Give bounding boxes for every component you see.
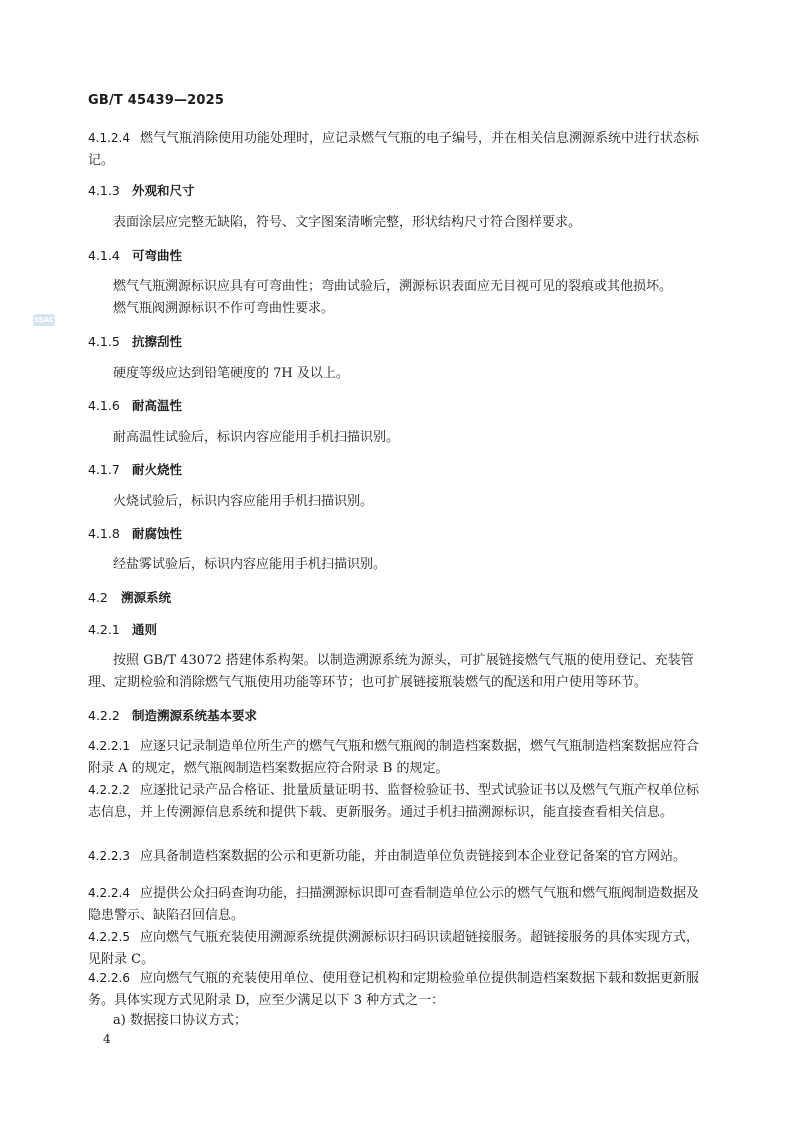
- heading-number: 4.1.7: [88, 462, 120, 477]
- clause-number: 4.2.2.1: [88, 739, 130, 753]
- heading-title: 耐火烧性: [132, 462, 183, 477]
- standard-code-header: GB/T 45439—2025: [88, 93, 225, 108]
- clause-number: 4.2.2.4: [88, 886, 130, 900]
- clause-text: 应提供公众扫码查询功能，扫描溯源标识即可查看制造单位公示的燃气气瓶和燃气瓶阀制造数据及隐患警示、缺陷召回信息。: [88, 886, 699, 923]
- heading-4-2-2: [88, 705, 710, 727]
- clause-4-1-2-4: [88, 127, 710, 172]
- paragraph: 火烧试验后，标识内容应能用手机扫描识别。: [113, 494, 374, 509]
- watermark-logo: SSAC: [33, 316, 55, 324]
- clause-4-2-2-1: [88, 735, 710, 780]
- clause-text: 应具备制造档案数据的公示和更新功能，并由制造单位负责链接到本企业登记备案的官方网站。: [139, 849, 686, 864]
- heading-title: 可弯曲性: [132, 248, 183, 263]
- paragraph: 硬度等级应达到铅笔硬度的 7H 及以上。: [113, 366, 349, 381]
- clause-4-2-2-5: [88, 926, 710, 971]
- clause-number: 4.2.2.6: [88, 971, 130, 985]
- heading-4-1-6: [88, 395, 710, 417]
- heading-4-1-4: [88, 245, 710, 267]
- heading-number: 4.1.6: [88, 398, 120, 413]
- paragraph: 表面涂层应完整无缺陷，符号、文字图案清晰完整，形状结构尺寸符合图样要求。: [113, 215, 582, 230]
- heading-number: 4.2.2: [88, 708, 120, 723]
- heading-title: 耐腐蚀性: [132, 526, 183, 541]
- heading-title: 外观和尺寸: [132, 183, 195, 198]
- clause-number: 4.2.2.2: [88, 783, 130, 797]
- clause-number: 4.2.2.3: [88, 849, 130, 863]
- heading-number: 4.2.1: [88, 622, 120, 637]
- paragraph: 经盐雾试验后，标识内容应能用手机扫描识别。: [113, 557, 387, 572]
- clause-text: 应逐只记录制造单位所生产的燃气气瓶和燃气瓶阀的制造档案数据，燃气气瓶制造档案数据应符合附录 A 的规定，燃气瓶阀制造档案数据应符合附录 B 的规定。: [88, 739, 699, 776]
- paragraph: 耐高温性试验后，标识内容应能用手机扫描识别。: [113, 430, 400, 445]
- heading-4-1-3: [88, 180, 710, 202]
- clause-4-2-2-6: [88, 967, 710, 1012]
- page-number: 4: [103, 1032, 111, 1046]
- heading-number: 4.1.4: [88, 248, 120, 263]
- heading-title: 抗擦刮性: [132, 334, 183, 349]
- clause-4-2-2-2: [88, 779, 710, 824]
- clause-number: 4.2.2.5: [88, 930, 130, 944]
- heading-title: 溯源系统: [121, 590, 172, 605]
- list-item: a) 数据接口协议方式；: [113, 1013, 247, 1028]
- heading-4-2-1: [88, 619, 710, 641]
- paragraph: 燃气瓶阀溯源标识不作可弯曲性要求。: [113, 301, 335, 316]
- heading-number: 4.2: [88, 590, 108, 605]
- heading-title: 通则: [132, 622, 158, 637]
- clause-text: 应向燃气气瓶的充装使用单位、使用登记机构和定期检验单位提供制造档案数据下载和数据更新服务。具体实现方式见附录 D，应至少满足以下 3 种方式之一：: [88, 971, 699, 1008]
- heading-number: 4.1.8: [88, 526, 120, 541]
- heading-4-1-5: [88, 331, 710, 353]
- paragraph: 按照 GB/T 43072 搭建体系构架。以制造溯源系统为源头，可扩展链接燃气气瓶的使用登记、充装管理、定期检验和消除燃气气瓶使用功能等环节；也可扩展链接瓶装燃气的配送和用户使用等环节。: [88, 653, 694, 690]
- heading-number: 4.1.3: [88, 183, 120, 198]
- heading-4-2: [88, 587, 710, 609]
- clause-text: 应逐批记录产品合格证、批量质量证明书、监督检验证书、型式试验证书以及燃气气瓶产权单位标志信息，并上传溯源信息系统和提供下载、更新服务。通过手机扫描溯源标识，能直接查看相关信息。: [88, 783, 699, 820]
- clause-text: 燃气气瓶消除使用功能处理时，应记录燃气气瓶的电子编号，并在相关信息溯源系统中进行状态标记。: [88, 131, 699, 168]
- heading-title: 制造溯源系统基本要求: [132, 708, 258, 723]
- clause-4-2-2-4: [88, 882, 710, 927]
- heading-title: 耐高温性: [132, 398, 183, 413]
- paragraph: 燃气气瓶溯源标识应具有可弯曲性；弯曲试验后，溯源标识表面应无目视可见的裂痕或其他损坏。: [113, 279, 673, 294]
- clause-4-2-2-3: [88, 845, 710, 868]
- heading-number: 4.1.5: [88, 334, 120, 349]
- clause-number: 4.1.2.4: [88, 131, 130, 145]
- heading-4-1-8: [88, 523, 710, 545]
- clause-text: 应向燃气气瓶充装使用溯源系统提供溯源标识扫码识读超链接服务。超链接服务的具体实现方式，见附录 C。: [88, 930, 699, 967]
- heading-4-1-7: [88, 459, 710, 481]
